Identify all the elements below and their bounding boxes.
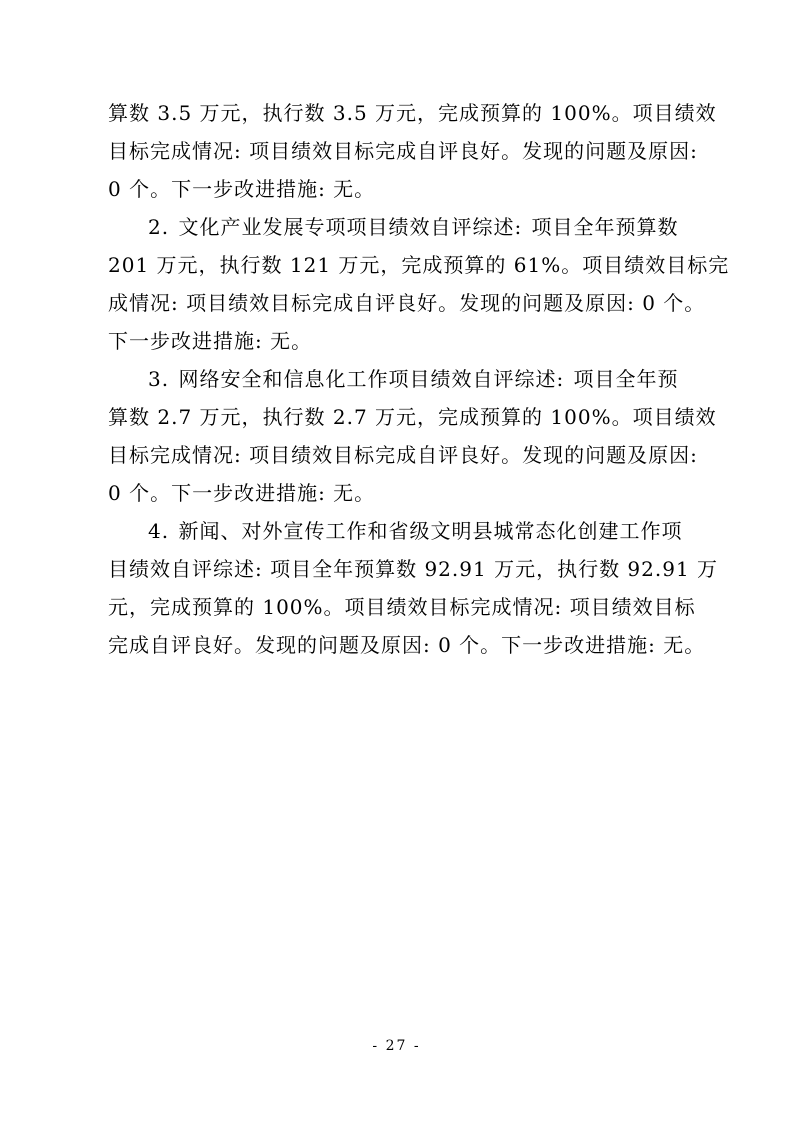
- item-3-line-3: 目标完成情况: 项目绩效目标完成自评良好。发现的问题及原因:: [108, 443, 698, 467]
- item-4-line-4: 完成自评良好。发现的问题及原因: 0 个。下一步改进措施: 无。: [108, 633, 706, 657]
- item-4-line-3: 元，完成预算的 100%。项目绩效目标完成情况: 项目绩效目标: [108, 595, 696, 619]
- text-line-2: 目标完成情况: 项目绩效目标完成自评良好。发现的问题及原因:: [108, 139, 698, 163]
- item-3-line-2: 算数 2.7 万元，执行数 2.7 万元，完成预算的 100%。项目绩效: [108, 405, 717, 429]
- page-number: - 27 -: [372, 1038, 421, 1054]
- item-2-line-2: 201 万元，执行数 121 万元，完成预算的 61%。项目绩效目标完: [108, 253, 730, 277]
- item-3-line-4: 0 个。下一步改进措施: 无。: [108, 481, 376, 505]
- item-2-line-1: 2. 文化产业发展专项项目绩效自评综述: 项目全年预算数: [148, 215, 679, 239]
- item-3-line-1: 3. 网络安全和信息化工作项目绩效自评综述: 项目全年预: [148, 367, 679, 391]
- item-2-line-3: 成情况: 项目绩效目标完成自评良好。发现的问题及原因: 0 个。: [108, 291, 706, 315]
- item-4-line-2: 目绩效自评综述: 项目全年预算数 92.91 万元，执行数 92.91 万: [108, 557, 719, 581]
- text-line-1: 算数 3.5 万元，执行数 3.5 万元，完成预算的 100%。项目绩效: [108, 101, 717, 125]
- text-line-3: 0 个。下一步改进措施: 无。: [108, 177, 376, 201]
- item-4-line-1: 4. 新闻、对外宣传工作和省级文明县城常态化创建工作项: [148, 519, 683, 543]
- item-2-line-4: 下一步改进措施: 无。: [108, 329, 313, 353]
